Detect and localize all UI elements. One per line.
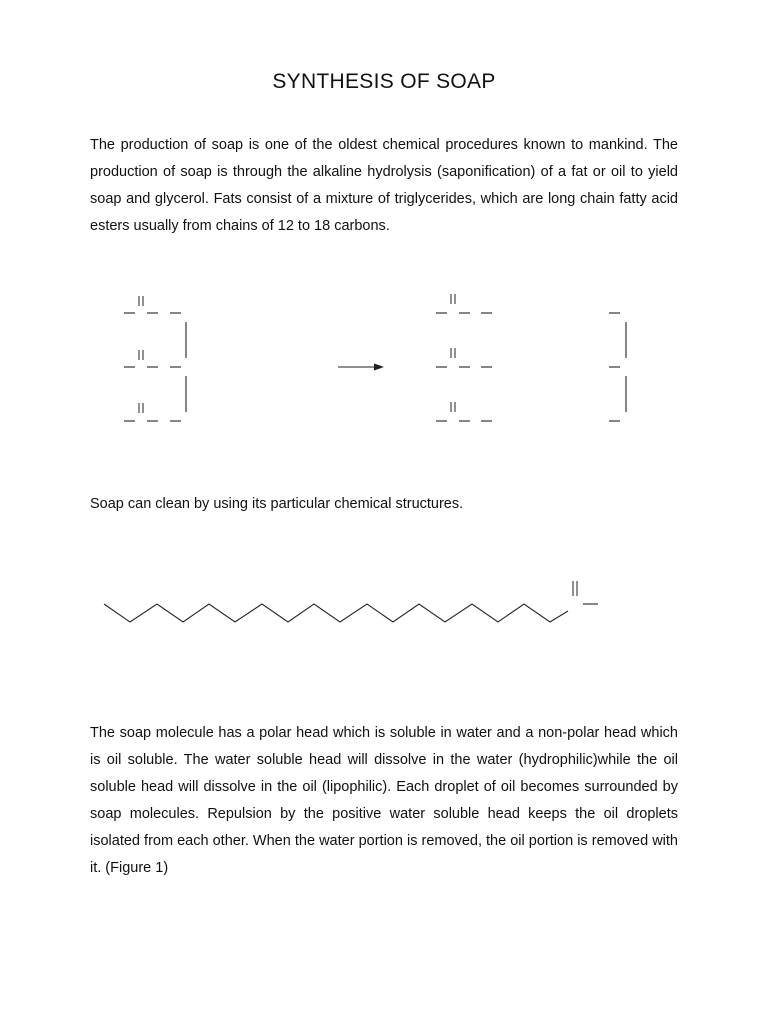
- glycerol-structure: [609, 313, 626, 421]
- cleaning-paragraph: Soap can clean by using its particular chemical structures.: [90, 496, 464, 512]
- soap-products-structure: [436, 294, 492, 421]
- soap-molecule-paragraph: The soap molecule has a polar head which is soluble in water and a non-polar head which is oil soluble. The water soluble head will dissolve in the water (hydrophilic)while the oil soluble head will dissolve in the oil (lipophilic). Each droplet of oil becomes surrounded by soap molecules. Repulsion by the positive water soluble head keeps the oil droplets isolated from each other. When the water portion is removed, the oil portion is removed with it. (Figure 1): [90, 725, 678, 876]
- right-arrow-icon: [338, 364, 384, 371]
- soap-molecule-structure: [104, 581, 598, 622]
- intro-paragraph: The production of soap is one of the oldest chemical procedures known to mankind. The production of soap is through the alkaline hydrolysis (saponification) of a fat or oil to yield soap and glycerol. Fats consist of a mixture of triglycerides, which are long chain fatty acid esters usually from chains of 12 to 18 carbons.: [90, 137, 678, 234]
- page-title: SYNTHESIS OF SOAP: [272, 70, 496, 93]
- triglyceride-structure: [124, 296, 186, 421]
